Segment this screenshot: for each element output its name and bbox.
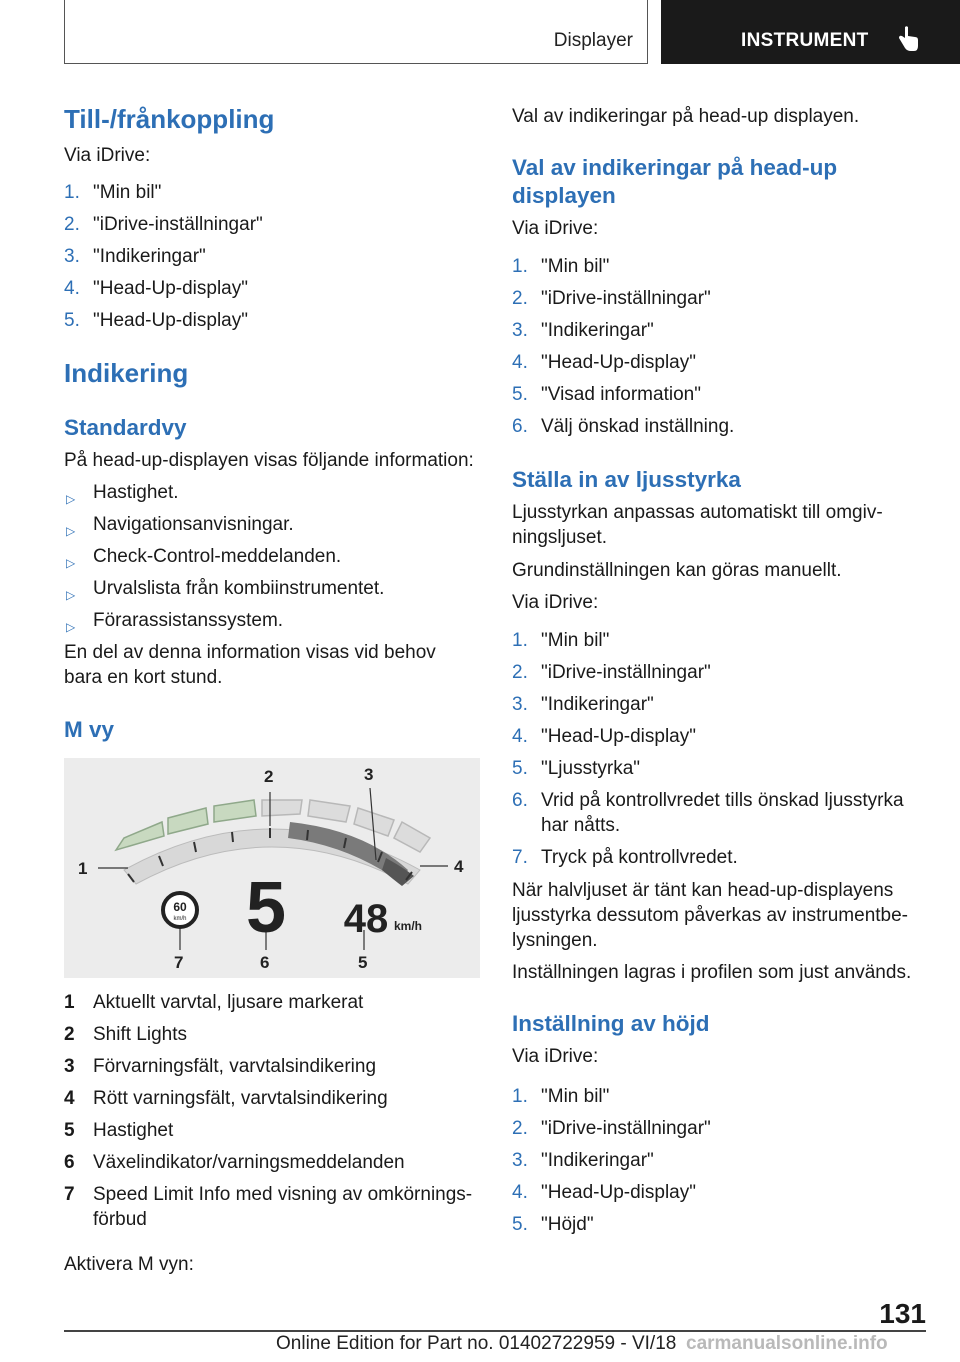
heading-indicator-selection: Val av indikeringar på head-up displayen [512,155,838,208]
via-idrive-1: Via iDrive: [64,145,151,166]
header-section-title: Displayer [553,30,633,51]
callout-label: 7 [174,953,184,972]
via-idrive-4: Via iDrive: [512,1046,599,1067]
indicator-selection-intro: Val av indikeringar på head-up displayen. [512,106,860,127]
speed-unit: km/h [394,919,423,933]
pointing-hand-icon [897,26,919,52]
brightness-manual: Grundinställningen kan göras manuellt. [512,560,842,581]
heading-brightness: Ställa in av ljusstyrka [512,467,741,492]
heading-display: Indikering [64,358,189,388]
brightness-lowbeam: När halvljuset är tänt kan head-up-displayens ljusstyrka dessutom påverkas av instrumentbe-lysningen. [512,880,908,951]
hud-m-view-figure [64,758,480,978]
brightness-auto: Ljusstyrkan anpassas automatiskt till omgiv-ningsljuset. [512,502,883,548]
heading-m-view: M vy [64,717,115,742]
heading-height: Inställning av höjd [512,1011,710,1036]
callout-label: 1 [78,859,88,878]
callout-label: 2 [264,767,274,786]
heading-standard-view: Standardvy [64,415,187,440]
callout-label: 3 [364,765,374,784]
callout-label: 6 [260,953,270,972]
edition-note: Online Edition for Part no. 01402722959 - VI/18 [276,1333,677,1354]
hud-illustration [64,758,480,978]
speed-limit-unit: km/h [173,916,187,922]
via-idrive-2: Via iDrive: [512,218,599,239]
page-number: 131 [879,1298,926,1329]
standard-note: En del av denna information visas vid behov bara en kort stund. [64,642,436,688]
watermark: carmanualsonline.info [686,1333,888,1354]
brightness-profile: Inställningen lagras i profilen som just används. [512,962,912,983]
header-section-box [64,0,648,64]
heading-on-off: Till-/frånkoppling [64,104,275,134]
footer-divider [64,1330,926,1332]
callout-label: 5 [358,953,368,972]
callout-label: 4 [454,857,464,876]
standard-intro: På head-up-displayen visas följande information: [64,450,474,471]
activate-m-view: Aktivera M vyn: [64,1254,194,1275]
speed-value: 48 [343,897,389,941]
gear-indicator: 5 [245,868,287,948]
header-chapter-title: INSTRUMENT [741,30,869,51]
via-idrive-3: Via iDrive: [512,592,599,613]
header-chapter-tab [661,0,960,64]
speed-limit-value: 60 [173,900,187,914]
